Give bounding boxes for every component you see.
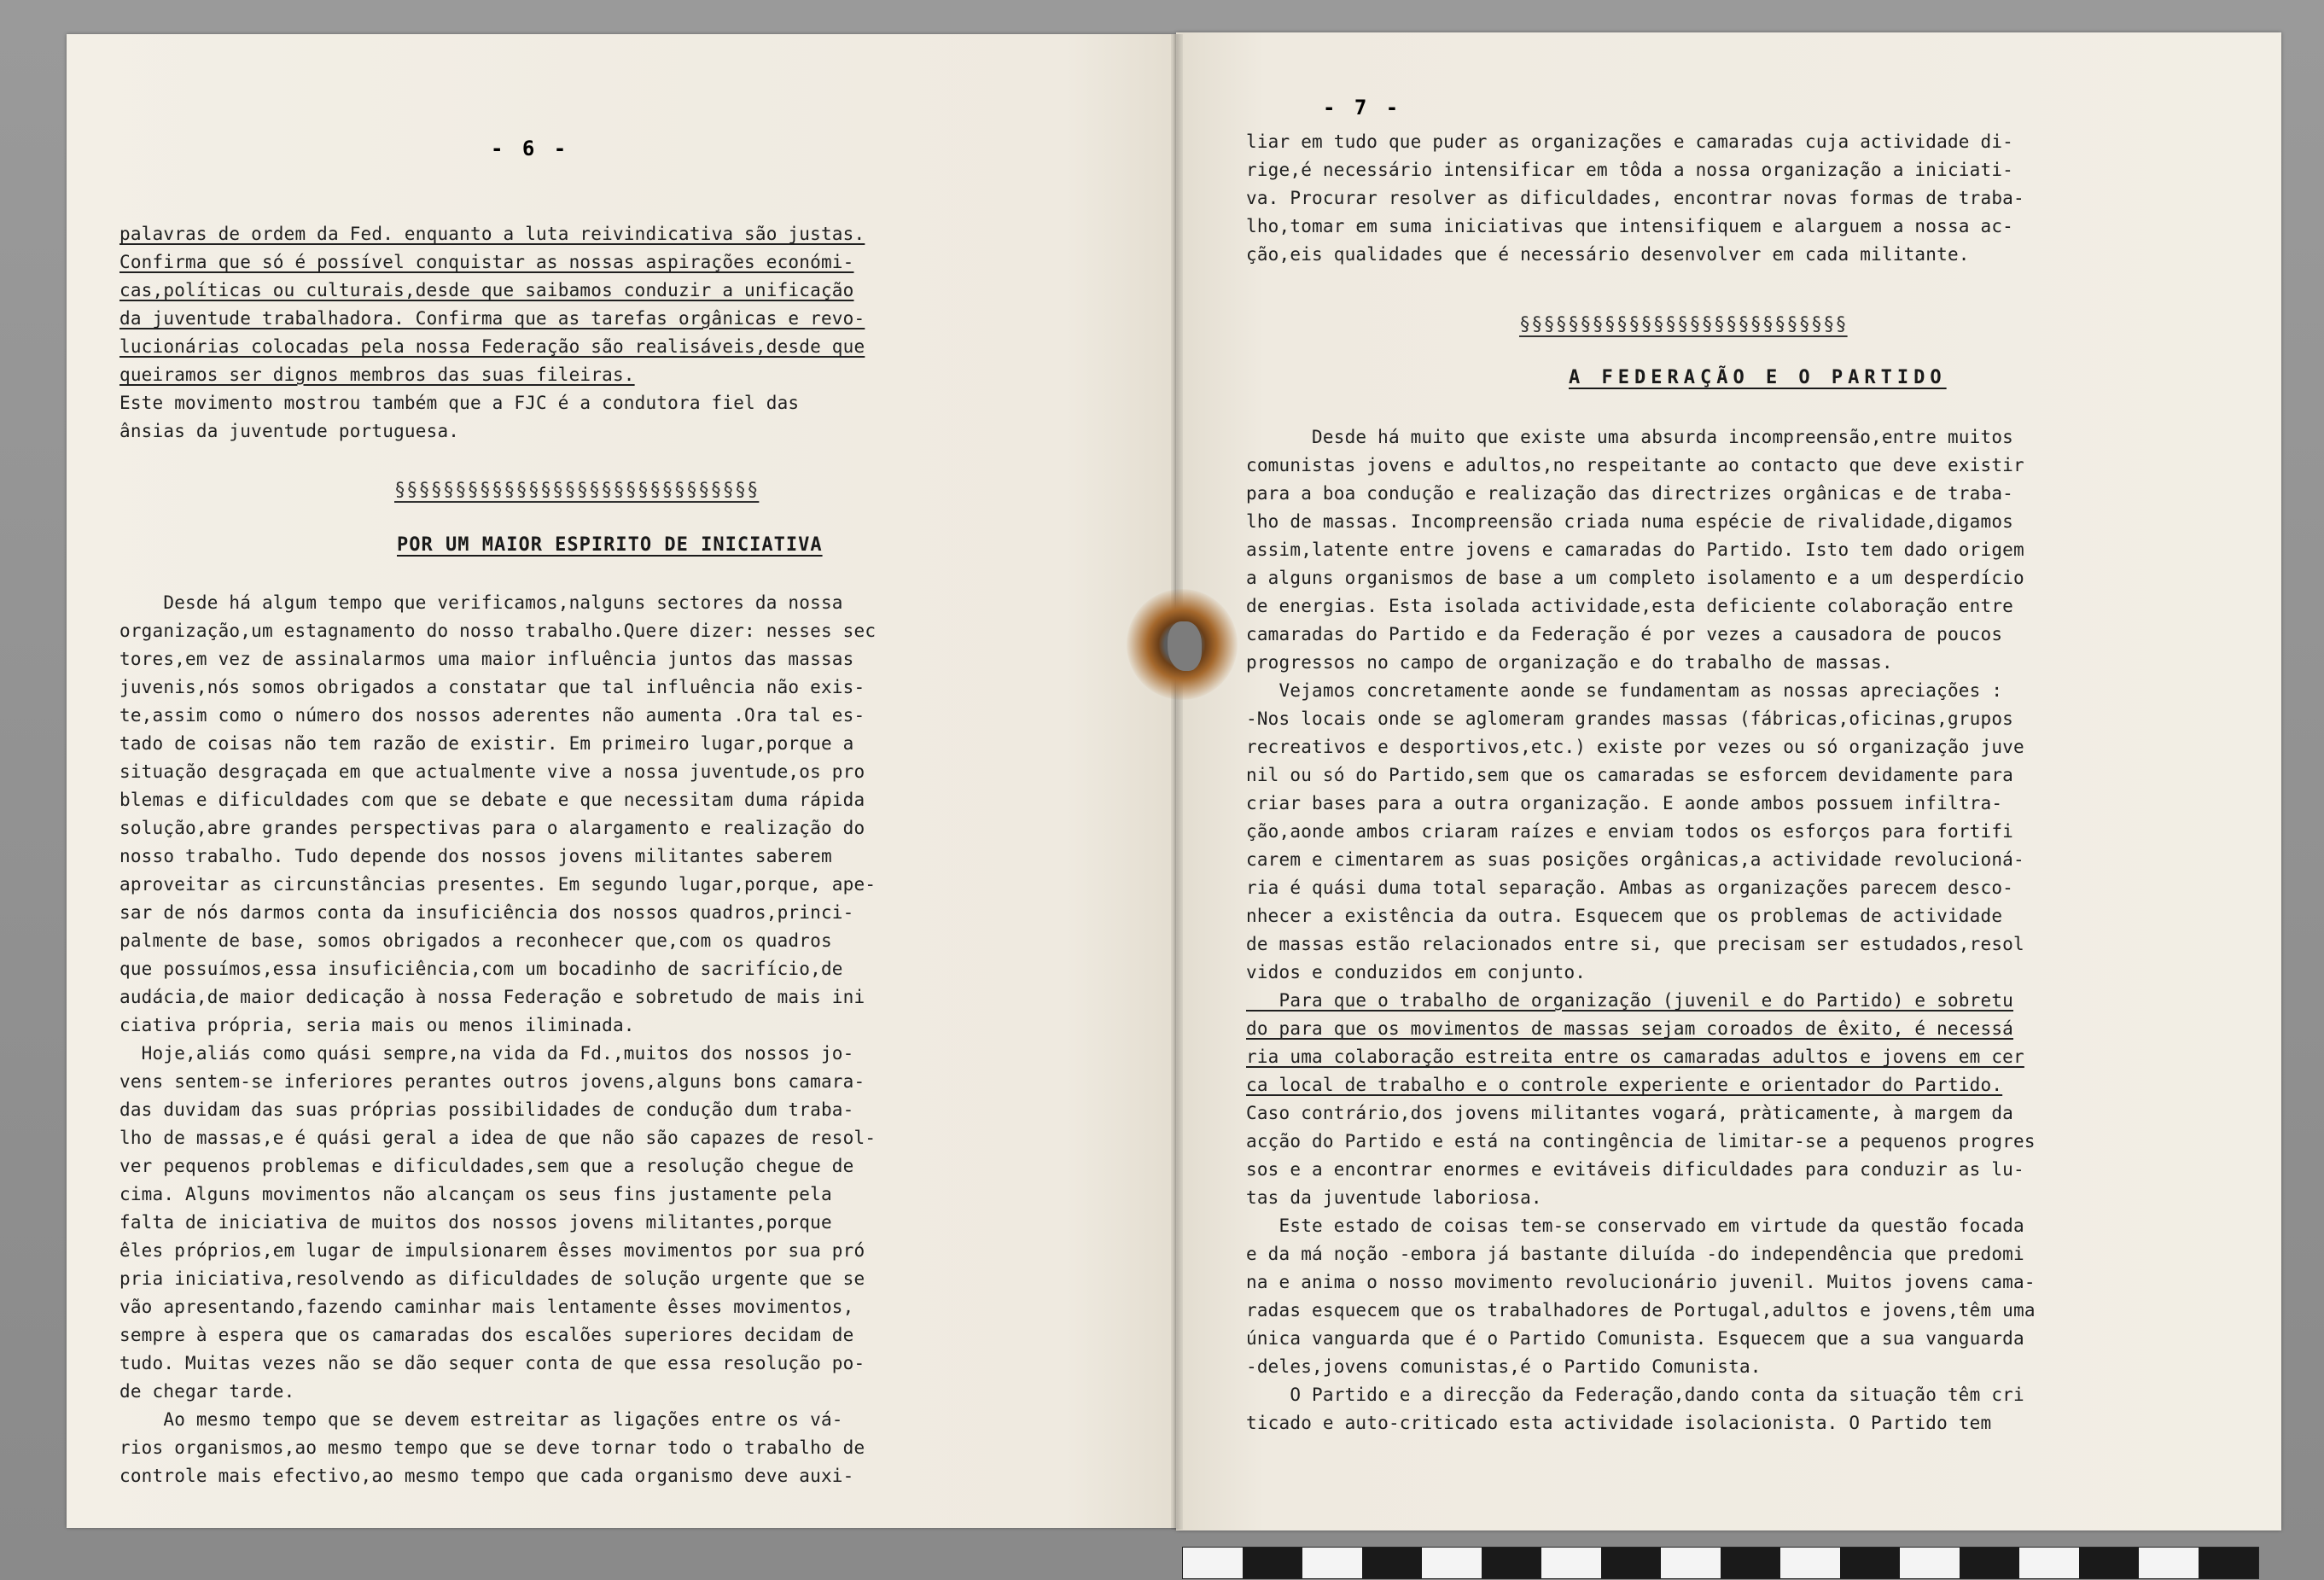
ruler-segment [1601,1548,1661,1578]
ruler-segment [2019,1548,2079,1578]
text-line: falta de iniciativa de muitos dos nossos jovens militantes,porque [119,1212,832,1233]
left-page-number: - 6 - [491,137,570,160]
text-line: carem e cimentarem as suas posições orgânicas,a actividade revolucioná- [1246,849,2024,870]
ruler-segment [1422,1548,1482,1578]
text-line: camaradas do Partido e da Federação é por vezes a causadora de poucos [1246,624,2003,644]
right-top-paragraph [1246,128,2287,269]
text-line: comunistas jovens e adultos,no respeitante ao contacto que deve existir [1246,455,2024,475]
ruler-segment [2199,1548,2258,1578]
text-line: blemas e dificuldades com que se debate e que necessitam duma rápida [119,790,865,810]
text-line: audácia,de maior dedicação à nossa Federação e sobretudo de mais ini [119,987,865,1007]
text-line: Desde há muito que existe uma absurda incompreensão,entre muitos [1246,427,2014,447]
text-line: -Nos locais onde se aglomeram grandes massas (fábricas,oficinas,grupos [1246,708,2014,729]
text-line: Para que o trabalho de organização (juvenil e do Partido) e sobretu [1246,990,2014,1011]
text-line: da juventude trabalhadora. Confirma que as tarefas orgânicas e revo- [119,308,865,329]
text-line: aproveitar as circunstâncias presentes. Em segundo lugar,porque, ape- [119,874,877,895]
text-line: que possuímos,essa insuficiência,com um bocadinho de sacrifício,de [119,959,843,979]
text-line: cas,políticas ou culturais,desde que saibamos conduzir a unificação [119,280,854,300]
text-line: Caso contrário,dos jovens militantes vogará, pràticamente, à margem da [1246,1103,2014,1123]
text-line: Desde há algum tempo que verificamos,nalguns sectores da nossa [119,592,843,613]
ruler-segment [1243,1548,1302,1578]
text-line: pria iniciativa,resolvendo as dificuldades de solução urgente que se [119,1268,865,1289]
text-line: sar de nós darmos conta da insuficiência dos nossos quadros,princi- [119,902,854,923]
text-line: palavras de ordem da Fed. enquanto a luta reivindicativa são justas. [119,224,865,244]
text-line: sempre à espera que os camaradas dos escalões superiores decidam de [119,1325,854,1345]
right-ornament-divider: §§§§§§§§§§§§§§§§§§§§§§§§§§§ [1519,314,1848,335]
text-line: queiramos ser dignos membros das suas fileiras. [119,364,635,385]
text-line: lucionárias colocadas pela nossa Federação são realisáveis,desde que [119,336,865,357]
text-line: recreativos e desportivos,etc.) existe por vezes ou só organização juve [1246,737,2024,757]
ruler-segment [1482,1548,1541,1578]
ruler-segment [1840,1548,1900,1578]
ruler-segment [1362,1548,1422,1578]
text-line: Vejamos concretamente aonde se fundamentam as nossas apreciações : [1246,680,2003,701]
left-top-paragraph [119,220,1110,446]
text-line: ânsias da juventude portuguesa. [119,421,460,441]
ruler-segment [2139,1548,2199,1578]
text-line: ção,eis qualidades que é necessário desenvolver em cada militante. [1246,244,1970,265]
text-line: controle mais efectivo,ao mesmo tempo que cada organismo deve auxi- [119,1466,854,1486]
text-line: lho de massas. Incompreensão criada numa espécie de rivalidade,digamos [1246,511,2014,532]
right-page-number: - 7 - [1323,96,1402,120]
text-line: lho de massas,e é quási geral a idea de que não são capazes de resol- [119,1128,877,1148]
text-line: Este movimento mostrou também que a FJC é a condutora fiel das [119,393,800,413]
text-line: ciativa própria, seria mais ou menos iliminada. [119,1015,635,1035]
ruler-segment [1661,1548,1721,1578]
text-line: sos e a encontrar enormes e evitáveis dificuldades para conduzir as lu- [1246,1159,2024,1180]
text-line: vidos e conduzidos em conjunto. [1246,962,1587,982]
right-body-text [1246,423,2287,1437]
text-line: a alguns organismos de base a um completo isolamento e a um desperdício [1246,568,2024,588]
text-line: tas da juventude laboriosa. [1246,1187,1542,1208]
text-line: e da má noção -embora já bastante diluída -do independência que predomi [1246,1244,2024,1264]
ruler-segment [1721,1548,1780,1578]
text-line: acção do Partido e está na contingência de limitar-se a pequenos progres [1246,1131,2036,1151]
left-section-heading: POR UM MAIOR ESPIRITO DE INICIATIVA [397,534,823,556]
left-ornament-divider: §§§§§§§§§§§§§§§§§§§§§§§§§§§§§§ [394,480,760,501]
text-line: tado de coisas não tem razão de existir. Em primeiro lugar,porque a [119,733,854,754]
text-line: ticado e auto-criticado esta actividade isolacionista. O Partido tem [1246,1413,1992,1433]
text-line: ção,aonde ambos criaram raízes e enviam todos os esforços para fortifi [1246,821,2014,842]
text-line: de chegar tarde. [119,1381,295,1402]
text-line: lho,tomar em suma iniciativas que intensifiquem e alarguem a nossa ac- [1246,216,2014,236]
text-line: do para que os movimentos de massas sejam coroados de êxito, é necessá [1246,1018,2014,1039]
text-line: organização,um estagnamento do nosso trabalho.Quere dizer: nesses sec [119,621,877,641]
text-line: solução,abre grandes perspectivas para o alargamento e realização do [119,818,865,838]
text-line: juvenis,nós somos obrigados a constatar que tal influência não exis- [119,677,865,697]
text-line: para a boa condução e realização das directrizes orgânicas e de traba- [1246,483,2014,504]
hole-mark [1168,621,1202,671]
text-line: Ao mesmo tempo que se devem estreitar as ligações entre os vá- [119,1409,843,1430]
ruler-segment [2079,1548,2139,1578]
text-line: ria é quási duma total separação. Ambas as organizações parecem desco- [1246,877,2014,898]
ruler-segment [1900,1548,1960,1578]
text-line: ver pequenos problemas e dificuldades,sem que a resolução chegue de [119,1156,854,1176]
text-line: nosso trabalho. Tudo depende dos nossos jovens militantes saberem [119,846,832,866]
ruler-segment [1960,1548,2019,1578]
scale-ruler [1182,1547,2259,1579]
text-line: nhecer a existência da outra. Esquecem que os problemas de actividade [1246,906,2003,926]
text-line: de massas estão relacionados entre si, que precisam ser estudados,resol [1246,934,2024,954]
text-line: liar em tudo que puder as organizações e camaradas cuja actividade di- [1246,131,2014,152]
text-line: rios organismos,ao mesmo tempo que se deve tornar todo o trabalho de [119,1437,865,1458]
text-line: ca local de trabalho e o controle experiente e orientador do Partido. [1246,1075,2003,1095]
text-line: nil ou só do Partido,sem que os camaradas se esforcem devidamente para [1246,765,2014,785]
text-line: êles próprios,em lugar de impulsionarem êsses movimentos por sua pró [119,1240,865,1261]
text-line: das duvidam das suas próprias possibilidades de condução dum traba- [119,1099,854,1120]
text-line: te,assim como o número dos nossos aderentes não aumenta .Ora tal es- [119,705,865,726]
text-line: vão apresentando,fazendo caminhar mais lentamente êsses movimentos, [119,1297,854,1317]
text-line: progressos no campo de organização e do trabalho de massas. [1246,652,1893,673]
text-line: situação desgraçada em que actualmente vive a nossa juventude,os pro [119,761,865,782]
page-fold [1171,34,1183,1530]
text-line: assim,latente entre jovens e camaradas do Partido. Isto tem dado origem [1246,539,2024,560]
text-line: palmente de base, somos obrigados a reconhecer que,com os quadros [119,930,832,951]
text-line: Este estado de coisas tem-se conservado em virtude da questão focada [1246,1216,2024,1236]
text-line: -deles,jovens comunistas,é o Partido Comunista. [1246,1356,1762,1377]
text-line: va. Procurar resolver as dificuldades, encontrar novas formas de traba- [1246,188,2024,208]
left-body-text [119,589,1110,1490]
text-line: radas esquecem que os trabalhadores de Portugal,adultos e jovens,têm uma [1246,1300,2036,1321]
text-line: Confirma que só é possível conquistar as nossas aspirações económi- [119,252,854,272]
ruler-segment [1302,1548,1362,1578]
text-line: vens sentem-se inferiores perantes outros jovens,alguns bons camara- [119,1071,865,1092]
text-line: ria uma colaboração estreita entre os camaradas adultos e jovens em cer [1246,1047,2024,1067]
ruler-segment [1541,1548,1601,1578]
text-line: O Partido e a direcção da Federação,dando conta da situação têm cri [1246,1385,2024,1405]
text-line: cima. Alguns movimentos não alcançam os seus fins justamente pela [119,1184,832,1204]
text-line: rige,é necessário intensificar em tôda a nossa organização a iniciati- [1246,160,2014,180]
text-line: Hoje,aliás como quási sempre,na vida da Fd.,muitos dos nossos jo- [119,1043,854,1064]
text-line: de energias. Esta isolada actividade,esta deficiente colaboração entre [1246,596,2014,616]
text-line: tores,em vez de assinalarmos uma maior influência juntos das massas [119,649,854,669]
text-line: única vanguarda que é o Partido Comunista. Esquecem que a sua vanguarda [1246,1328,2024,1349]
ruler-segment [1780,1548,1840,1578]
ruler-segment [1183,1548,1243,1578]
text-line: criar bases para a outra organização. E aonde ambos possuem infiltra- [1246,793,2003,813]
text-line: na e anima o nosso movimento revolucionário juvenil. Muitos jovens cama- [1246,1272,2036,1292]
text-line: tudo. Muitas vezes não se dão sequer conta de que essa resolução po- [119,1353,865,1373]
right-section-heading: A FEDERAÇÃO E O PARTIDO [1569,367,1947,388]
